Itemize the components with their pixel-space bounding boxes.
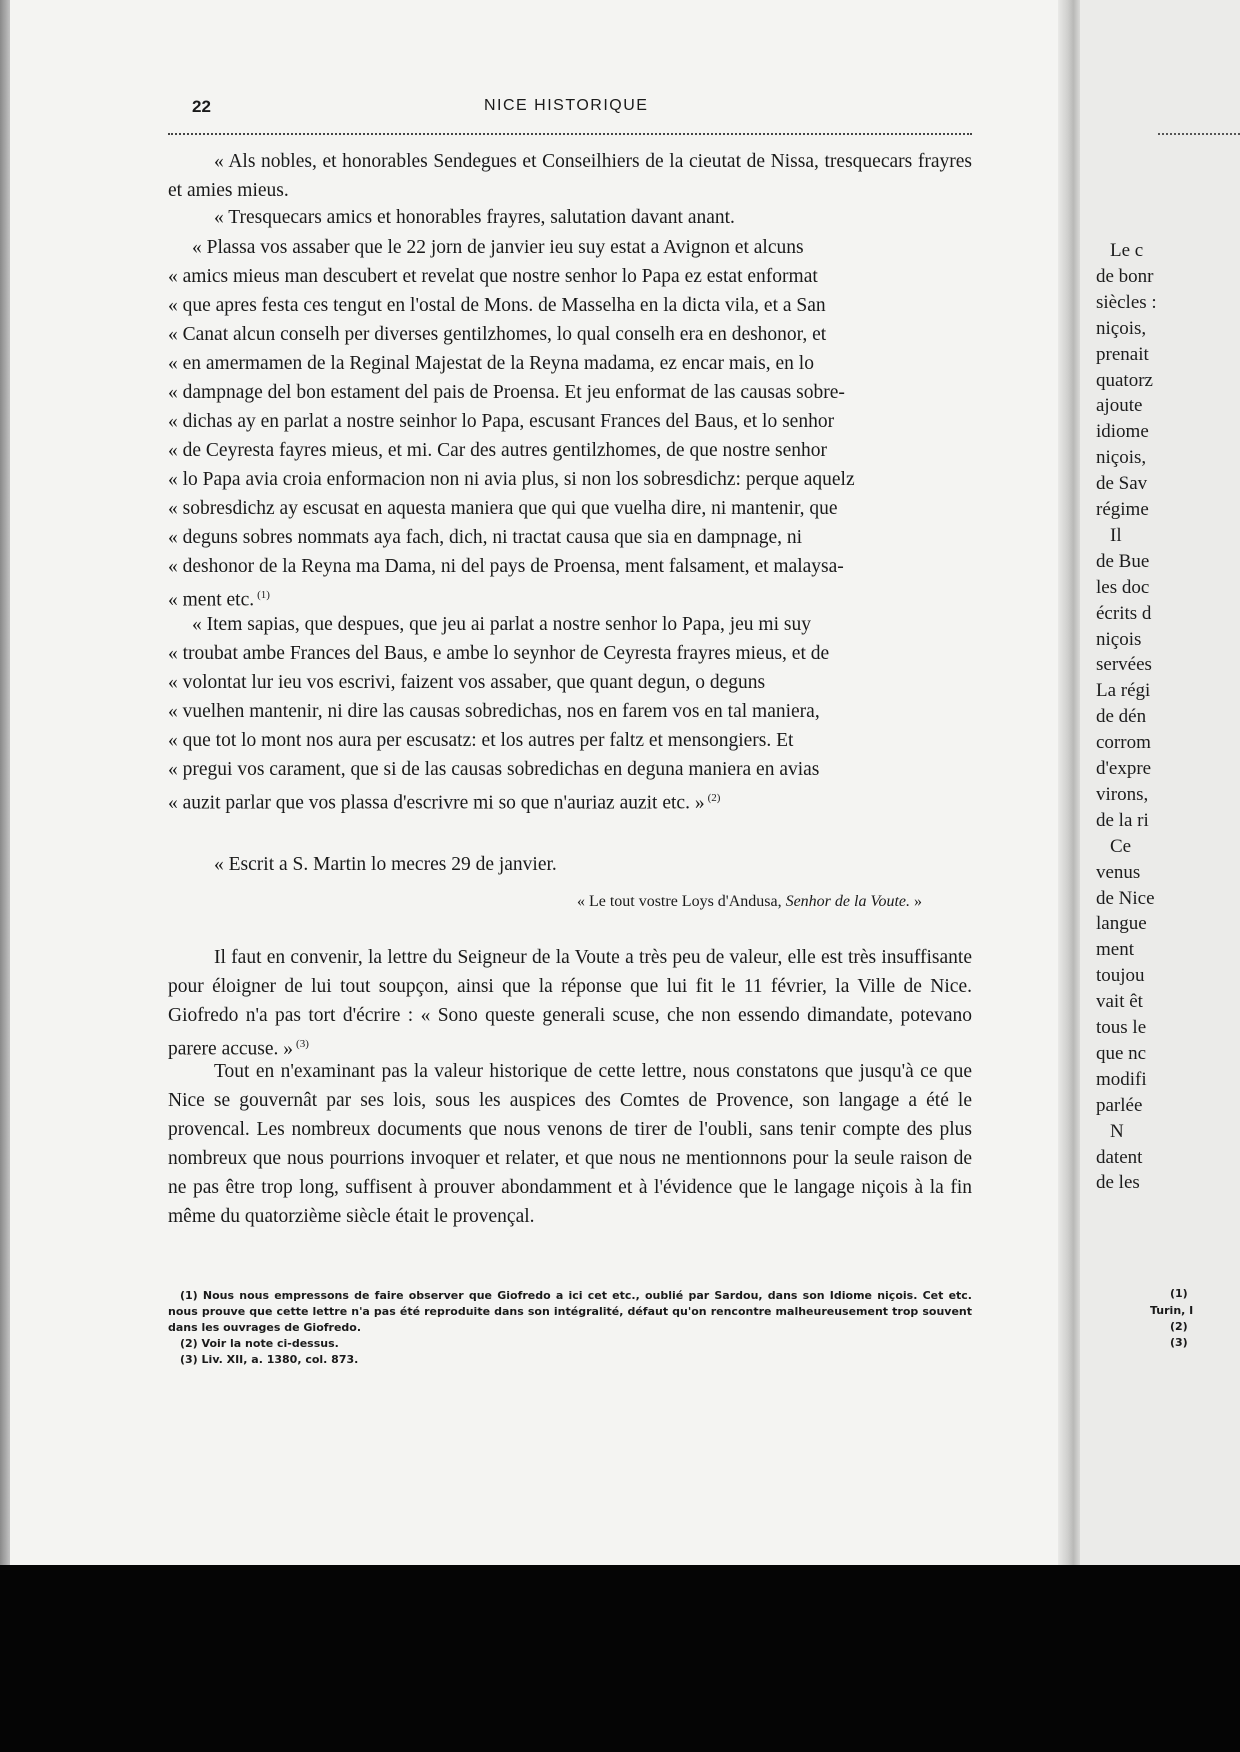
adjacent-page-line: idiome (1096, 421, 1149, 443)
letter-line: « troubat ambe Frances del Baus, e ambe lo seynhor de Ceyresta frayres mieus, et de (168, 643, 830, 664)
body-paragraph-1 (168, 943, 972, 1064)
adjacent-page-line: Il (1110, 524, 1122, 546)
adjacent-page-footnote: (3) (1170, 1336, 1188, 1349)
adjacent-page-line: que nc (1096, 1042, 1147, 1064)
footnote-ref-2: (2) (707, 792, 721, 804)
letter-line-last (168, 784, 972, 813)
adjacent-page-line: N (1110, 1120, 1124, 1142)
adjacent-page-line: vait êt (1096, 991, 1143, 1013)
letter-line: « lo Papa avia croia enformacion non ni avia plus, si non los sobresdichz: perque aquelz (168, 469, 855, 490)
signature-close: » (914, 893, 922, 910)
page-number: 22 (192, 97, 211, 116)
letter-line: « dampnage del bon estament del pais de Proensa. Et jeu enformat de las causas sobre- (168, 382, 845, 403)
adjacent-page-rule (1158, 133, 1240, 135)
footnote-3: (3) Liv. XII, a. 1380, col. 873. (180, 1353, 359, 1366)
adjacent-page-line: de les (1096, 1172, 1140, 1194)
adjacent-page-footnote: (1) (1170, 1287, 1188, 1300)
letter-line-last (168, 581, 972, 610)
book-gutter (1058, 0, 1080, 1565)
letter-line: « que apres festa ces tengut en l'ostal de Mons. de Masselha en la dicta vila, et a San (168, 295, 826, 316)
adjacent-page-line: La régi (1096, 680, 1151, 702)
adjacent-page-line: langue (1096, 913, 1147, 935)
adjacent-page-footnote: Turin, I (1150, 1304, 1194, 1317)
adjacent-page-line: tous le (1096, 1017, 1147, 1038)
body-paragraph-1-text: Il faut en convenir, la lettre du Seigneur de la Voute a très peu de valeur, elle est très insuffisante pour éloigner de lui tout soupçon, ainsi que la réponse que lui fit le 11 février, la Ville de Nice. Giofredo n'a pas tort d'écrire : « Sono queste generali scuse, che non essendo dimandate, potevano parere accuse. » (168, 947, 972, 1060)
adjacent-page (1080, 0, 1240, 1565)
adjacent-page-footnote: (2) (1170, 1320, 1188, 1333)
adjacent-page-line: corrom (1096, 732, 1151, 754)
adjacent-page-line: de Sav (1096, 473, 1148, 495)
running-title: NICE HISTORIQUE (484, 97, 649, 114)
adjacent-page-line: virons, (1096, 783, 1149, 805)
adjacent-page-line: de Bue (1096, 550, 1150, 572)
adjacent-page-line: modifi (1096, 1068, 1147, 1090)
adjacent-page-line: écrits d (1096, 602, 1152, 624)
adjacent-page-line: venus (1096, 861, 1141, 883)
letter-line: « Canat alcun conselh per diverses gentilzhomes, lo qual conselh era en deshonor, et (168, 324, 827, 345)
letter-line: « sobresdichz ay escusat en aquesta maniera que qui que vuelha dire, ni mantenir, que (168, 498, 838, 519)
letter-line: « deshonor de la Reyna ma Dama, ni del pays de Proensa, ment falsament, et malaysa- (168, 556, 844, 577)
footnote-ref-1: (1) (257, 589, 270, 601)
footnote-ref-3: (3) (296, 1038, 309, 1050)
signature-title: Senhor de la Voute. (785, 893, 910, 910)
adjacent-page-line: les doc (1096, 576, 1150, 598)
body-paragraph-2: Tout en n'examinant pas la valeur historique de cette lettre, nous constatons que jusqu'à ce que Nice se gouvernât par ses lois, sous les auspices des Comtes de Provence, son langage a été le provencal. Les nombreux documents que nous venons de tirer de l'oubli, sans tenir compte des plus nombreux que nous pourrions invoquer et relater, et que nous ne mentionnons pour la seule raison de ne pas être trop long, suffisent à prouver abondamment et à l'évidence que le langage niçois à la fin même du quatorzième siècle était le provençal. (168, 1061, 972, 1227)
adjacent-page-line: toujou (1096, 965, 1145, 987)
letter-line: « vuelhen mantenir, ni dire las causas sobredichas, nos en farem vos en tal maniera, (168, 701, 820, 722)
footnote-2: (2) Voir la note ci-dessus. (180, 1337, 339, 1350)
letter-line-text: « auzit parlar que vos plassa d'escrivre mi so que n'auriaz auzit etc. » (168, 792, 705, 814)
adjacent-page-line: niçois (1096, 628, 1142, 650)
adjacent-page-line: de bonr (1096, 265, 1154, 287)
letter-line: « en amermamen de la Reginal Majestat de la Reyna madama, ez encar mais, en lo (168, 353, 814, 374)
letter-line: « Item sapias, que despues, que jeu ai parlat a nostre senhor lo Papa, jeu mi suy (192, 614, 811, 635)
adjacent-page-line: niçois, (1096, 447, 1147, 469)
letter-line: « de Ceyresta fayres mieus, et mi. Car des autres gentilzhomes, de que nostre senhor (168, 440, 828, 461)
adjacent-page-line: prenait (1096, 343, 1149, 365)
adjacent-page-line: régime (1096, 499, 1149, 520)
letter-line: « pregui vos carament, que si de las causas sobredichas en deguna maniera en avias (168, 759, 820, 780)
adjacent-page-line: de la ri (1096, 809, 1149, 831)
signature-name: « Le tout vostre Loys d'Andusa, (576, 893, 782, 910)
letter-paragraph-2 (168, 610, 972, 813)
letter-line: « Plassa vos assaber que le 22 jorn de janvier ieu suy estat a Avignon et alcuns (192, 237, 804, 258)
adjacent-page-line: servées (1096, 654, 1152, 676)
letter-salutation-1: « Als nobles, et honorables Sendegues et Conseilhiers de la cieutat de Nissa, tresquecars frayres et amies mieus. (168, 151, 972, 201)
footnote-1: (1) Nous nous empressons de faire observer que Giofredo a ici cet etc., oublié par Sardou, dans son Idiome niçois. Cet etc. nous prouve que cette lettre n'a pas été reproduite dans son intégralité, défaut qu'on rencontre malheureusement trop souvent dans les ouvrages de Giofredo. (168, 1289, 972, 1334)
scan-bottom-margin (0, 1565, 1240, 1752)
adjacent-page-line: quatorz (1096, 369, 1153, 391)
adjacent-page-line: ment (1096, 939, 1134, 961)
letter-paragraph-1 (168, 233, 972, 610)
letter-date-line: « Escrit a S. Martin lo mecres 29 de janvier. (214, 854, 557, 875)
adjacent-page-line: siècles : (1096, 291, 1157, 313)
letter-line: « dichas ay en parlat a nostre seinhor lo Papa, escusant Frances del Baus, et lo senhor (168, 411, 835, 432)
adjacent-page-line: de Nice (1096, 887, 1155, 909)
letter-line: « que tot lo mont nos aura per escusatz: et los autres per faltz et mensongiers. Et (168, 730, 794, 751)
adjacent-page-line: Le c (1110, 240, 1144, 261)
adjacent-page-line: niçois, (1096, 317, 1147, 339)
letter-line: « amics mieus man descubert et revelat que nostre senhor lo Papa ez estat enformat (168, 266, 818, 287)
header-rule (168, 133, 972, 135)
letter-salutation-2: « Tresquecars amics et honorables frayres, salutation davant anant. (214, 207, 735, 228)
letter-line: « volontat lur ieu vos escrivi, faizent vos assaber, que quant degun, o deguns (168, 672, 766, 693)
letter-signature (0, 893, 1058, 911)
adjacent-page-line: d'expre (1096, 758, 1152, 779)
adjacent-page-line: Ce (1110, 835, 1132, 857)
adjacent-page-line: parlée (1096, 1094, 1143, 1116)
adjacent-page-line: datent (1096, 1146, 1143, 1168)
adjacent-page-line: ajoute (1096, 395, 1143, 417)
letter-line: « deguns sobres nommats aya fach, dich, ni tractat causa que sia en dampnage, ni (168, 527, 803, 548)
adjacent-page-line: de dén (1096, 706, 1147, 728)
letter-line-text: « ment etc. (168, 589, 255, 611)
